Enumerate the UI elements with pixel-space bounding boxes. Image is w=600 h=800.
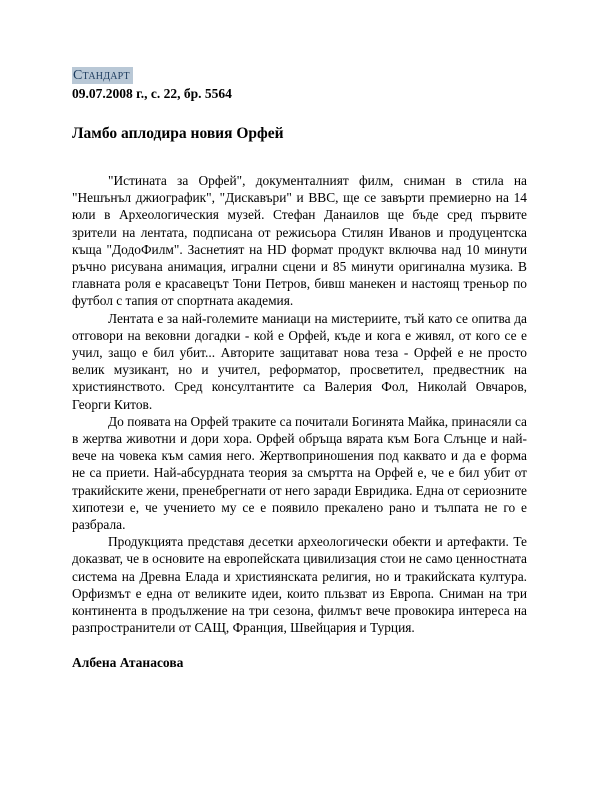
article-paragraph: Лентата е за най-големите маниаци на мистериите, тъй като се опитва да отговори на вековни догадки - кой е Орфей, къде и кога е живял, от кого се е учил, защо е бил убит... Авторите защитават нова теза - Орфей е не просто велик музикант, но и учител, реформатор, просветител, предвестник на християнството. Сред консултантите са Валерия Фол, Николай Овчаров, Георги Китов. [72,310,527,412]
article-paragraph: "Истината за Орфей", документалният филм, сниман в стила на "Нешънъл джиографик", "Дискавъри" и BBC, ще се завърти премиерно на 14 юли в Археологическия музей. Стефан Данаилов ще бъде сред първите зрители на лентата, подписана от режисьора Стилян Иванов и продуцентска къща "ДодоФилм". Заснетият на HD формат продукт включва над 10 минути ръчно рисувана анимация, игрални сцени и 85 минути оригинална музика. В главната роля е красавецът Тони Петров, бивш манекен и настоящ треньор по футбол с тапия от спортната академия. [72,173,527,309]
article-author: Албена Атанасова [72,655,184,671]
article-paragraph: До появата на Орфей траките са почитали Богинята Майка, принасяли са в жертва животни и дори хора. Орфей обръща вярата към Бога Слънце и най-вече на човека към самия него. Жертвоприношения под каквато и да е форма не са приети. Най-абсурдната теория за смъртта на Орфей е, че е бил убит от тракийските жени, пренебрегнати от него заради Евридика. Една от сериозните хипотези е, че учението му се е появило прекалено рано и тълпата не го е разбрала. [72,413,527,533]
article-title: Ламбо аплодира новия Орфей [72,125,284,142]
article-body [72,172,527,636]
document-page [72,66,527,671]
publication-logo: Стандарт [72,67,133,84]
publication-dateline: 09.07.2008 г., с. 22, бр. 5564 [72,86,232,101]
article-paragraph: Продукцията представя десетки археологически обекти и артефакти. Те доказват, че в основите на европейската цивилизация стои не само ценностната система на Древна Елада и християнската религия, но и тракийската култура. Орфизмът е една от великите идеи, които пльзват из Европа. Сниман на три континента в продължение на три сезона, филмът вече провокира интереса на разпространители от САЩ, Франция, Швейцария и Турция. [72,534,527,636]
